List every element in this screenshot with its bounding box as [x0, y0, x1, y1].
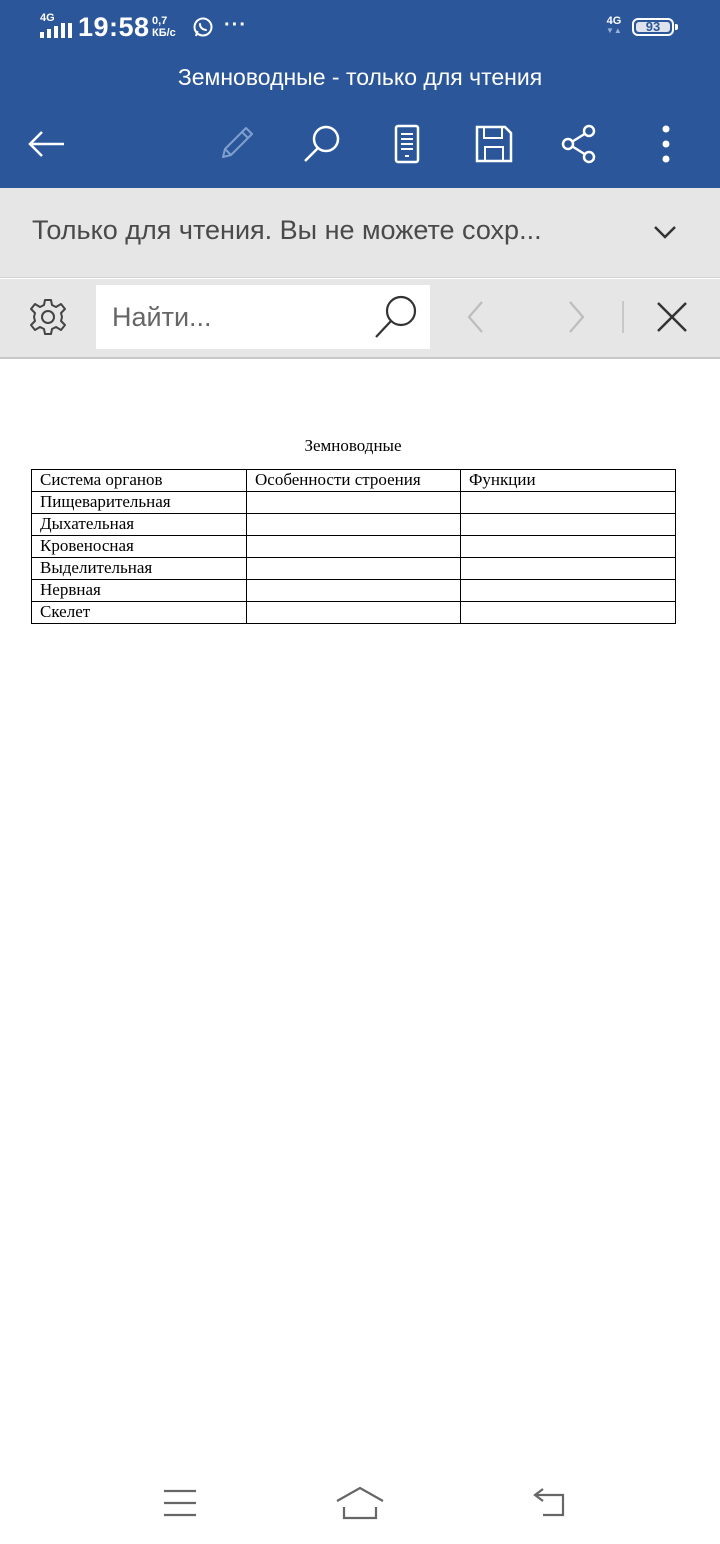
- table-row: [32, 492, 676, 514]
- battery-level: 93: [645, 19, 661, 34]
- document-title: Земноводные - только для чтения: [177, 64, 543, 90]
- find-settings-button[interactable]: [24, 293, 72, 341]
- battery-icon: [632, 18, 674, 36]
- table-cell: [247, 536, 461, 558]
- table-row: [32, 514, 676, 536]
- find-input[interactable]: [112, 285, 362, 349]
- mobile-view-icon: [391, 124, 423, 164]
- pencil-icon: [215, 123, 257, 165]
- table-cell: [247, 492, 461, 514]
- table-row: [32, 536, 676, 558]
- table-row: [32, 580, 676, 602]
- close-find-button[interactable]: [650, 295, 694, 339]
- status-bar: [0, 0, 720, 56]
- signal-icon: [38, 12, 72, 40]
- data-arrows-icon: ▼▲: [606, 26, 622, 35]
- back-button[interactable]: [22, 120, 70, 168]
- clock: 19:58: [78, 12, 150, 42]
- table-row: [32, 558, 676, 580]
- network-type-left: 4G: [40, 12, 55, 24]
- share-icon: [559, 124, 599, 164]
- table-cell: [461, 580, 676, 602]
- more-vertical-icon: [660, 124, 672, 164]
- table-cell: Пищеварительная: [32, 492, 247, 514]
- document-heading: Земноводные: [304, 436, 402, 455]
- table-cell: Выделительная: [32, 558, 247, 580]
- more-options-button[interactable]: [642, 120, 690, 168]
- table-header-cell: Система органов: [32, 470, 247, 492]
- app-header: [0, 56, 720, 188]
- read-only-banner[interactable]: [0, 188, 720, 278]
- speed-unit: КБ/с: [152, 27, 176, 39]
- chevron-down-icon: [650, 220, 680, 244]
- find-bar: [0, 279, 720, 359]
- find-field[interactable]: [96, 285, 430, 349]
- arrow-left-icon: [26, 128, 66, 160]
- table-cell: [247, 558, 461, 580]
- search-icon: [300, 122, 344, 166]
- find-next-button[interactable]: [556, 297, 596, 337]
- table-cell: [461, 514, 676, 536]
- reading-mode-button[interactable]: [383, 120, 431, 168]
- table-header-cell: Особенности строения: [247, 470, 461, 492]
- speed-value: 0,7: [152, 15, 168, 27]
- find-divider: [622, 301, 624, 333]
- table-header-cell: Функции: [461, 470, 676, 492]
- network-speed: [152, 15, 176, 39]
- whatsapp-icon: [192, 16, 214, 43]
- return-icon: [529, 1487, 569, 1519]
- table-cell: [247, 580, 461, 602]
- search-icon: [372, 293, 420, 341]
- table-cell: Скелет: [32, 602, 247, 624]
- notification-overflow-icon: ···: [224, 14, 247, 36]
- table-cell: [461, 536, 676, 558]
- table-cell: [247, 514, 461, 536]
- chevron-right-icon: [564, 299, 588, 335]
- expand-banner-button[interactable]: [650, 220, 680, 249]
- menu-icon: [162, 1488, 198, 1518]
- table-cell: [461, 492, 676, 514]
- edit-button[interactable]: [212, 120, 260, 168]
- share-button[interactable]: [555, 120, 603, 168]
- floppy-disk-icon: [474, 124, 514, 164]
- table-header-row: [32, 470, 676, 492]
- find-search-button[interactable]: [372, 293, 420, 346]
- table-cell: Нервная: [32, 580, 247, 602]
- home-button[interactable]: [330, 1478, 390, 1528]
- network-type-right-label: 4G: [606, 15, 622, 27]
- table-row: [32, 602, 676, 624]
- gear-icon: [28, 297, 68, 337]
- back-nav-button[interactable]: [519, 1478, 579, 1528]
- organ-systems-table: [31, 469, 676, 624]
- recent-apps-button[interactable]: [150, 1478, 210, 1528]
- chevron-left-icon: [464, 299, 488, 335]
- table-cell: [461, 602, 676, 624]
- read-only-message: Только для чтения. Вы не можете сохр...: [32, 215, 542, 245]
- network-type-right: [606, 16, 622, 36]
- table-cell: [247, 602, 461, 624]
- search-button[interactable]: [298, 120, 346, 168]
- close-icon: [655, 300, 689, 334]
- table-cell: [461, 558, 676, 580]
- home-icon: [334, 1485, 386, 1521]
- save-button[interactable]: [470, 120, 518, 168]
- table-cell: Кровеносная: [32, 536, 247, 558]
- table-cell: Дыхательная: [32, 514, 247, 536]
- find-previous-button[interactable]: [456, 297, 496, 337]
